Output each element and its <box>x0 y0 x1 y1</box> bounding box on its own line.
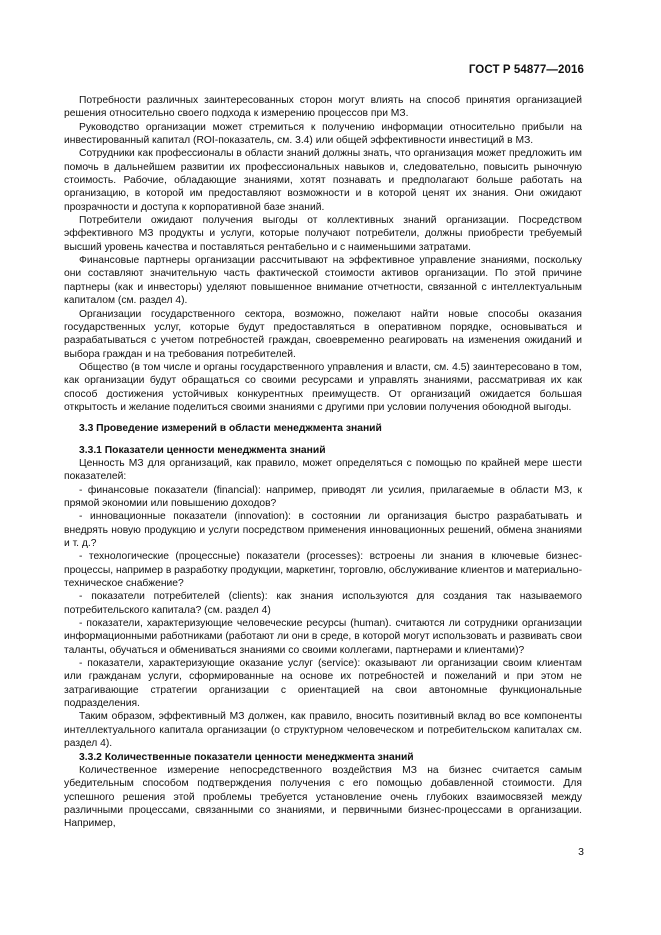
section-heading-3-3-1: 3.3.1 Показатели ценности менеджмента знаний <box>79 444 326 456</box>
section-heading-3-3: 3.3 Проведение измерений в области менеджмента знаний <box>79 423 382 435</box>
section-heading-3-3-2: 3.3.2 Количественные показатели ценности менеджмента знаний <box>79 751 414 763</box>
paragraph: Финансовые партнеры организации рассчитывают на эффективное управление знаниями, поскольку они составляют значительную часть фактической стоимости активов организации. По этой причине партнеры (как и инвесторы) уделяют повышенное внимание отчетности, связанной с интеллектуальным капиталом (см. раздел 4). <box>64 255 582 307</box>
paragraph: Потребности различных заинтересованных сторон могут влиять на способ принятия организацией решения относительно своего подхода к измерению процессов при МЗ. <box>64 95 582 120</box>
paragraph: Организации государственного сектора, возможно, пожелают найти новые способы оказания государственных услуг, которые будут предоставляться в оперативном порядке, основываться и разрабатываться с учетом потребностей граждан, своевременно реагировать на изменения ожиданий и выбора граждан и на требования потребителей. <box>64 308 582 360</box>
page-number: 3 <box>578 846 584 858</box>
paragraph: Общество (в том числе и органы государственного управления и власти, см. 4.5) заинтересовано в том, как организации будут обращаться со своими ресурсами и управлять знаниями, рассматривая их как способ достижения устойчивых конкурентных преимуществ. От организаций ожидается большая открытость и желание поделиться своими знаниями с другими при условии получения обоюдной выгоды. <box>64 361 582 413</box>
paragraph: Потребители ожидают получения выгоды от коллективных знаний организации. Посредством эффективного МЗ продукты и услуги, которые получают потребители, должны приобрести требуемый высший уровень качества и поставляться рентабельно и с наименьшими затратами. <box>64 215 582 253</box>
paragraph: Таким образом, эффективный МЗ должен, как правило, вносить позитивный вклад во все компоненты интеллектуального капитала организации (о структурном человеческом и потребительском капиталах см. раздел 4). <box>64 711 582 750</box>
page-body <box>64 94 582 831</box>
list-item: - инновационные показатели (innovation): в состоянии ли организация быстро разрабатывать и внедрять новую продукцию и услуги посредством применения инновационных решений, обмена знаниями и т. д.? <box>64 511 582 549</box>
list-item: - показатели потребителей (clients): как знания используются для создания так называемого потребительского капитала? (см. раздел 4) <box>64 591 582 616</box>
paragraph: Количественное измерение непосредственного воздействия МЗ на бизнес считается самым убедительным способом подтверждения получения с его помощью добавленной стоимости. Для успешного решения этой проблемы требуется установление очень глубоких взаимосвязей между различными процессами, связанными со знаниями, и первичными бизнес-процессами в организации. Например, <box>64 764 582 830</box>
standard-code: ГОСТ Р 54877—2016 <box>468 64 584 76</box>
paragraph: Сотрудники как профессионалы в области знаний должны знать, что организация может предложить им помочь в дальнейшем развитии их профессиональных навыков и, следовательно, повысить рыночную стоимость. Рабочие, обладающие знаниями, хотят познавать и предполагают больше работать на организацию, в которой им предоставляют возможности и в которой ценят их знания. Они ожидают прозрачности и доступа к корпоративной базе знаний. <box>64 148 582 213</box>
paragraph: Руководство организации может стремиться к получению информации относительно прибыли на инвестированный капитал (ROI-показатель, см. 3.4) или общей эффективности инвестиций в МЗ. <box>64 121 582 147</box>
list-item: - технологические (процессные) показатели (processes): встроены ли знания в ключевые бизнес-процессы, например в разработку продукции, маркетинг, торговлю, обслуживание клиентов и материально-техническое снабжение? <box>64 551 582 590</box>
list-item: - показатели, характеризующие человеческие ресурсы (human). считаются ли сотрудники организации информационными работниками (работают ли они в среде, в которой могут использовать и развивать свои таланты, обучаться и обмениваться знаниями со своими коллегами, партнерами и клиентами)? <box>64 618 582 656</box>
list-item: - финансовые показатели (financial): например, приводят ли усилия, прилагаемые в области МЗ, к прямой экономии или повышению доходов? <box>64 484 582 509</box>
paragraph: Ценность МЗ для организаций, как правило, может определяться с помощью по крайней мере шести показателей: <box>64 457 582 483</box>
list-item: - показатели, характеризующие оказание услуг (service): оказывают ли организации своим клиентам или гражданам услуги, сформированные на основе их потребностей и пожеланий и при этом не затрагивающие стратегии организации с ориентацией на свои автономные функциональные подразделения. <box>64 658 582 710</box>
